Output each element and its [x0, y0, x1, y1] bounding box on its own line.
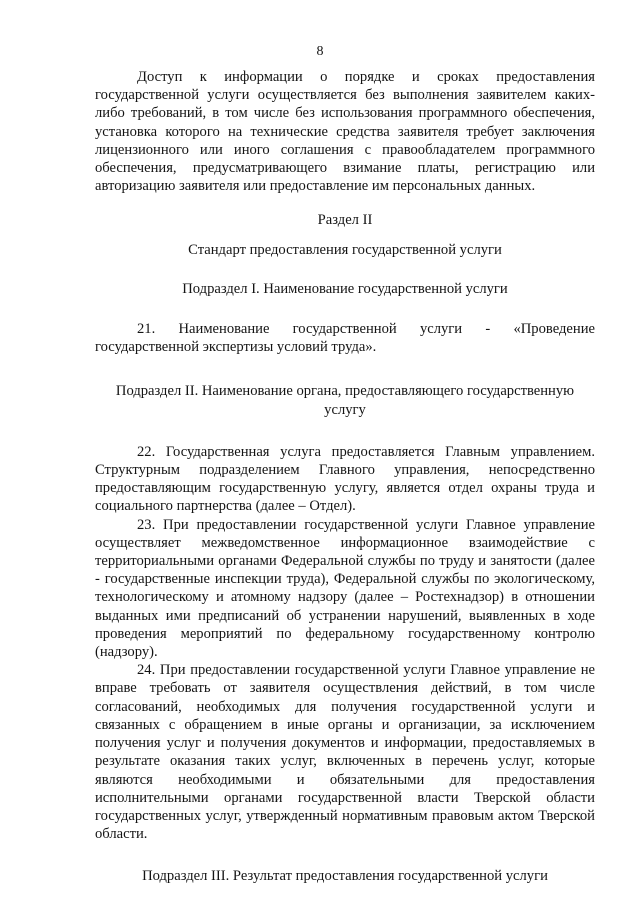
section-heading: Раздел II	[317, 212, 373, 229]
paragraph-23: 23. При предоставлении государственной услуги Главное управление осуществляет межведомственное информационное взаимодействие с территориальными органами Федеральной службы по труду и занятости (далее - государственные инспекции труда), Федеральной службы по экологическому, технологическому и атомному надзору (далее – Ростехнадзор) в отношении выданных ими предписаний об устранении нарушений, выявленных в ходе проведения мероприятий по федеральному государственному контролю (надзору).	[95, 516, 595, 661]
page-number: 8	[316, 44, 324, 59]
subsection-1-heading: Подраздел I. Наименование государственной услуги	[182, 280, 508, 297]
paragraph-22: 22. Государственная услуга предоставляется Главным управлением. Структурным подразделением Главного управления, непосредственно предоставляющим государственную услугу, является отдел охраны труда и социального партнерства (далее – Отдел).	[95, 443, 595, 515]
paragraph-24: 24. При предоставлении государственной услуги Главное управление не вправе требовать от заявителя осуществления действий, в том числе согласований, необходимых для получения государственной услуги и связанных с обращением в иные органы и организации, за исключением получения услуг и получения документов и информации, предоставляемых в результате оказания таких услуг, включенных в перечень услуг, которые являются необходимыми и обязательными для предоставления исполнительными органами государственной власти Тверской области государственных услуг, утвержденный нормативным правовым актом Тверской области.	[95, 662, 595, 843]
paragraph-access-info: Доступ к информации о порядке и сроках предоставления государственной услуги осуществляется без выполнения заявителем каких-либо требований, в том числе без использования программного обеспечения, установка которого на технические средства заявителя требует заключения лицензионного или иного соглашения с правообладателем программного обеспечения, предусматривающего взимание платы, регистрацию или авторизацию заявителя или предоставление им персональных данных.	[95, 69, 595, 195]
paragraph-21: 21. Наименование государственной услуги - «Проведение государственной экспертизы условий труда».	[95, 321, 595, 356]
section-title: Стандарт предоставления государственной услуги	[188, 241, 502, 258]
subsection-2-heading: Подраздел II. Наименование органа, предоставляющего государственную услугу	[115, 383, 575, 418]
document-body	[95, 68, 595, 886]
subsection-3-heading: Подраздел III. Результат предоставления государственной услуги	[142, 868, 548, 885]
